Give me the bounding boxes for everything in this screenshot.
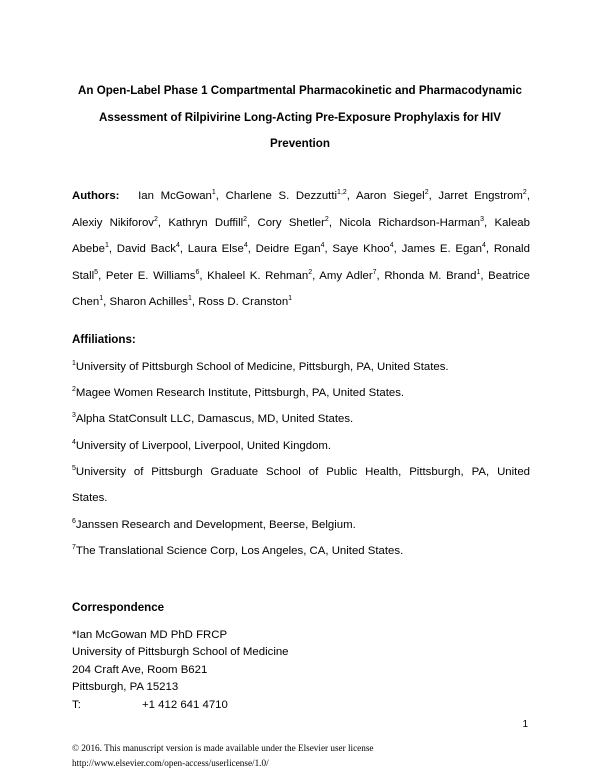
- affiliation-5-continued: States.: [72, 492, 108, 504]
- author-affiliation-sup: 5: [94, 268, 99, 276]
- affiliation-text: Alpha StatConsult LLC, Damascus, MD, United States.: [75, 413, 354, 425]
- title-line-3: Prevention: [270, 137, 330, 150]
- author-affiliation-sup: 2: [153, 215, 158, 223]
- author-affiliation-sup: 2: [522, 189, 527, 196]
- author-name: Ross D. Cranston: [198, 296, 289, 309]
- author-affiliation-sup: 2: [308, 268, 313, 276]
- author-affiliation-sup: 1: [288, 295, 293, 303]
- author-name: Saye Khoo: [332, 243, 390, 256]
- correspondence-heading: Correspondence: [72, 601, 165, 614]
- author-name: Deidre Egan: [255, 243, 321, 256]
- affiliation-sup: 7: [72, 544, 76, 551]
- author: [198, 296, 292, 308]
- correspondence-city: Pittsburgh, PA 15213: [72, 681, 179, 694]
- author: [332, 243, 393, 255]
- affiliation-sup: 2: [72, 386, 76, 393]
- author: [356, 190, 429, 202]
- author-affiliation-sup: 6: [195, 268, 200, 276]
- author-affiliation-sup: 4: [243, 242, 248, 250]
- author-affiliation-sup: 1: [211, 189, 216, 196]
- author-name: Ronald Stall: [72, 243, 530, 282]
- author-affiliation-sup: 2: [424, 189, 429, 196]
- affiliation-text: University of Liverpool, Liverpool, United Kingdom.: [75, 440, 332, 452]
- author-name: Amy Adler: [319, 269, 373, 282]
- paper-title: [60, 78, 540, 158]
- affiliation-5: [72, 459, 530, 485]
- affiliation-3: [72, 406, 530, 432]
- author-name: Jarret Engstrom: [438, 190, 523, 202]
- author-affiliation-sup: 1,2: [337, 189, 347, 196]
- author-name: Laura Else: [187, 243, 244, 256]
- correspondence-org: University of Pittsburgh School of Medicine: [72, 646, 289, 659]
- affiliations-heading: Affiliations:: [72, 333, 136, 346]
- author: [117, 243, 180, 255]
- author-affiliation-sup: 7: [372, 268, 377, 276]
- author: [384, 270, 480, 282]
- phone-label: T:: [72, 698, 81, 711]
- author-name: Beatrice Chen: [72, 269, 530, 309]
- author-name: Rhonda M. Brand: [384, 269, 477, 282]
- license-url[interactable]: http://www.elsevier.com/open-access/userlicense/1.0/: [72, 758, 269, 768]
- author: [226, 190, 347, 202]
- author-name: Nicola Richardson-Harman: [339, 216, 481, 229]
- author: [138, 190, 216, 202]
- author-affiliation-sup: 1: [476, 268, 481, 276]
- author: [319, 270, 376, 282]
- affiliation-sup: 1: [72, 360, 76, 367]
- author: [72, 217, 158, 229]
- author-name: David Back: [116, 243, 176, 256]
- author-affiliation-sup: 4: [389, 242, 394, 250]
- affiliation-sup: 6: [72, 518, 76, 525]
- correspondence-address: 204 Craft Ave, Room B621: [72, 663, 208, 676]
- affiliation-text: The Translational Science Corp, Los Angeles, CA, United States.: [75, 545, 404, 557]
- affiliation-sup: 3: [72, 412, 76, 419]
- correspondence-name: *Ian McGowan MD PhD FRCP: [72, 629, 228, 641]
- author-name: Charlene S. Dezzutti: [225, 190, 338, 202]
- title-line-1: An Open-Label Phase 1 Compartmental Pharmacokinetic and Pharmacodynamic: [78, 84, 522, 97]
- author: [106, 270, 200, 282]
- author-name: Ian McGowan: [138, 190, 212, 202]
- author-name: Aaron Siegel: [355, 190, 425, 202]
- affiliation-text: Magee Women Research Institute, Pittsburgh, PA, United States.: [75, 387, 405, 399]
- author-affiliation-sup: 1: [188, 295, 192, 303]
- author: [256, 243, 325, 255]
- affiliation-1: [72, 354, 530, 380]
- author-affiliation-sup: 4: [175, 242, 180, 250]
- author: [402, 243, 486, 255]
- author: [188, 243, 248, 255]
- correspondence-block: [72, 627, 289, 714]
- correspondence-phone: [72, 697, 289, 714]
- title-line-2: Assessment of Rilpivirine Long-Acting Pre-Exposure Prophylaxis for HIV: [99, 110, 501, 124]
- affiliation-2: [72, 380, 530, 406]
- author-name: Khaleel K. Rehman: [207, 269, 309, 282]
- author-affiliation-sup: 1: [104, 242, 109, 250]
- author-name: Peter E. Williams: [105, 269, 196, 282]
- affiliation-text: University of Pittsburgh School of Medicine, Pittsburgh, PA, United States.: [75, 361, 449, 373]
- author: [168, 217, 247, 229]
- author-name: Cory Shetler: [257, 216, 325, 229]
- affiliation-6: [72, 512, 530, 538]
- author: [339, 217, 484, 229]
- license-footer: [72, 741, 374, 771]
- author-name: Kaleab Abebe: [72, 216, 530, 256]
- author-affiliation-sup: 1: [99, 295, 104, 303]
- authors-label: Authors:: [72, 190, 120, 202]
- affiliation-text: Janssen Research and Development, Beerse, Belgium.: [75, 519, 356, 531]
- affiliation-7: [72, 538, 530, 564]
- author-name: Kathryn Duffill: [168, 216, 244, 229]
- author-affiliation-sup: 3: [480, 215, 485, 223]
- author: [438, 190, 526, 202]
- author-affiliation-sup: 4: [320, 242, 325, 250]
- page-number: 1: [522, 719, 528, 730]
- author: [207, 270, 312, 282]
- license-text: © 2016. This manuscript version is made available under the Elsevier user license: [72, 743, 374, 753]
- author-name: Sharon Achilles: [109, 296, 189, 309]
- author-affiliation-sup: 2: [324, 215, 329, 223]
- affiliation-4: [72, 433, 530, 459]
- affiliation-text: University of Pittsburgh Graduate School of Public Health, Pittsburgh, PA, United: [75, 466, 530, 478]
- author: [109, 296, 191, 308]
- phone-value: +1 412 641 4710: [142, 698, 228, 711]
- author-affiliation-sup: 4: [482, 242, 486, 250]
- author: [258, 217, 329, 229]
- author-name: Alexiy Nikiforov: [72, 216, 154, 229]
- author-affiliation-sup: 2: [243, 215, 248, 223]
- author-list: Authors: Ian McGowan$^1$, Charlene S. Dezzutti$^{1,2}$, Aaron Siegel$^2$, Jarret Engstrom$^2$, Alexiy Nikiforov$^2$, Kathryn Duffill$^2$, Cory Shetler$^2$, Nicola Richardson-Harman$^3$, Kaleab Abebe$^1$, David Back$^4$, Laura Else$^4$, Deidre Egan$^4$, Saye Khoo$^4$, James E. Egan$^4$, Ronald Stall$^5$, Peter E. Williams$^6$, Khaleel K. Rehman$^2$, Amy Adler$^7$, Rhonda M. Brand$^1$, Beatrice Chen$^1$, Sharon Achilles$^1$, Ross D. Cranston$^1$: [72, 189, 530, 309]
- author-name: James E. Egan: [401, 243, 482, 256]
- affiliation-sup: 5: [72, 465, 76, 472]
- affiliation-sup: 4: [72, 439, 76, 446]
